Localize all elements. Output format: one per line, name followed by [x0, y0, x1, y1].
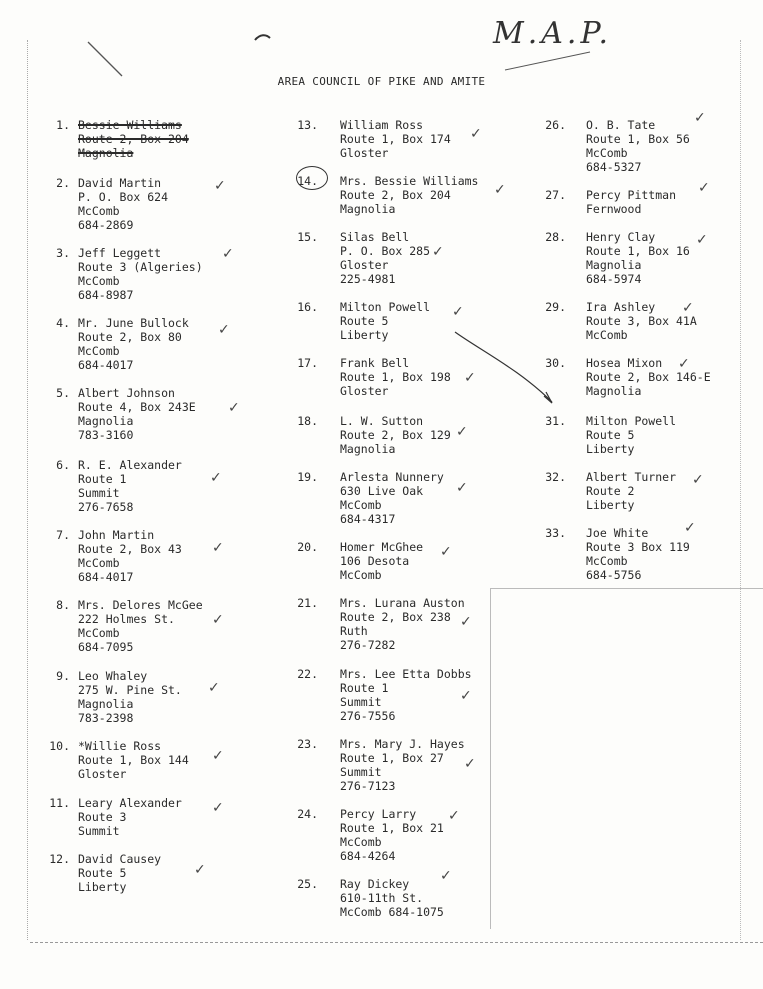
entry-line: Jeff Leggett	[78, 246, 162, 260]
entry-line: 276-7658	[78, 500, 134, 514]
check-mark-icon: ✓	[212, 800, 224, 816]
entry-line: David Martin	[78, 176, 162, 190]
entry-line: P. O. Box 285	[340, 244, 431, 258]
entry-line: Route 3 (Algeries)	[78, 260, 203, 274]
entry-line: Mrs. Delores McGee	[78, 598, 203, 612]
entry-number: 5.	[56, 386, 70, 400]
entry-line: Route 2, Box 43	[78, 542, 182, 556]
entry-number: 8.	[56, 598, 70, 612]
check-mark-icon: ✓	[432, 244, 444, 260]
check-mark-icon: ✓	[460, 614, 472, 630]
entry-number: 27.	[545, 188, 566, 202]
entry-line: Liberty	[340, 328, 389, 342]
entry-line: 684-5974	[586, 272, 642, 286]
entry-line: Magnolia	[586, 384, 642, 398]
entry-line: McComb	[340, 498, 382, 512]
entry-line: Route 2, Box 146-E	[586, 370, 711, 384]
entry-line: Magnolia	[340, 442, 396, 456]
entry-number: 16.	[297, 300, 318, 314]
entry-line: Liberty	[586, 498, 635, 512]
entry-line: 684-2869	[78, 218, 134, 232]
check-mark-icon: ✓	[456, 480, 468, 496]
entry-line: McComb	[78, 556, 120, 570]
entry-number: 25.	[297, 877, 318, 891]
entry-line: Albert Johnson	[78, 386, 175, 400]
entry-line: L. W. Sutton	[340, 414, 424, 428]
entry-line: Route 1, Box 144	[78, 753, 189, 767]
entry-line: Magnolia	[78, 146, 134, 160]
entry-number: 24.	[297, 807, 318, 821]
entry-line: Ray Dickey	[340, 877, 410, 891]
entry-line: 276-7282	[340, 638, 396, 652]
entry-line: Percy Larry	[340, 807, 417, 821]
entry-number: 21.	[297, 596, 318, 610]
entry-line: Route 3	[78, 810, 127, 824]
entry-line: 783-2398	[78, 711, 134, 725]
entry-line: Gloster	[340, 384, 389, 398]
entry-number: 33.	[545, 526, 566, 540]
handwritten-mark: M.A.P.	[493, 16, 613, 51]
check-mark-icon: ✓	[692, 472, 704, 488]
entry-line: Leo Whaley	[78, 669, 148, 683]
entry-number: 11.	[49, 796, 70, 810]
entry-line: 684-8987	[78, 288, 134, 302]
entry-line: Route 5	[78, 866, 127, 880]
entry-number: 13.	[297, 118, 318, 132]
entry-line: 275 W. Pine St.	[78, 683, 182, 697]
entry-line: Mr. June Bullock	[78, 316, 189, 330]
entry-number: 10.	[49, 739, 70, 753]
check-mark-icon: ✓	[448, 808, 460, 824]
entry-line: Milton Powell	[586, 414, 677, 428]
check-mark-icon: ✓	[684, 520, 696, 536]
entry-line: Route 3 Box 119	[586, 540, 690, 554]
entry-line: Mrs. Lurana Auston	[340, 596, 465, 610]
entry-number: 30.	[545, 356, 566, 370]
check-mark-icon: ✓	[464, 370, 476, 386]
entry-line: Route 2	[586, 484, 635, 498]
entry-line: Homer McGhee	[340, 540, 424, 554]
entry-line: McComb	[586, 328, 628, 342]
entry-line: Hosea Mixon	[586, 356, 663, 370]
entry-line: 684-4017	[78, 358, 134, 372]
entry-line: Route 1, Box 174	[340, 132, 451, 146]
entry-line: 225-4981	[340, 272, 396, 286]
entry-line: McComb	[78, 204, 120, 218]
entry-number: 1.	[56, 118, 70, 132]
check-mark-icon: ✓	[194, 862, 206, 878]
entry-number: 7.	[56, 528, 70, 542]
check-mark-icon: ✓	[678, 356, 690, 372]
entry-line: McComb	[340, 568, 382, 582]
entry-number: 28.	[545, 230, 566, 244]
entry-line: Route 1, Box 56	[586, 132, 690, 146]
entry-line: Albert Turner	[586, 470, 677, 484]
entry-line: Magnolia	[340, 202, 396, 216]
entry-line: 684-7095	[78, 640, 134, 654]
entry-line: Frank Bell	[340, 356, 410, 370]
entry-line: William Ross	[340, 118, 424, 132]
entry-line: Route 5	[340, 314, 389, 328]
entry-line: Liberty	[586, 442, 635, 456]
check-mark-icon: ✓	[440, 868, 452, 884]
entry-line: Summit	[340, 695, 382, 709]
entry-number: 26.	[545, 118, 566, 132]
entry-number: 29.	[545, 300, 566, 314]
check-mark-icon: ✓	[208, 680, 220, 696]
entry-line: 630 Live Oak	[340, 484, 424, 498]
entry-line: Milton Powell	[340, 300, 431, 314]
entry-line: Silas Bell	[340, 230, 410, 244]
entry-line: Route 1, Box 16	[586, 244, 690, 258]
entry-line: Route 1, Box 21	[340, 821, 444, 835]
check-mark-icon: ✓	[212, 612, 224, 628]
entry-line: Magnolia	[586, 258, 642, 272]
check-mark-icon: ✓	[440, 544, 452, 560]
entry-number: 20.	[297, 540, 318, 554]
entry-line: Route 1, Box 27	[340, 751, 444, 765]
entry-line: 222 Holmes St.	[78, 612, 175, 626]
entry-line: 684-5756	[586, 568, 642, 582]
entry-line: 783-3160	[78, 428, 134, 442]
entry-line: 276-7556	[340, 709, 396, 723]
entry-line: Route 2, Box 204	[340, 188, 451, 202]
check-mark-icon: ✓	[464, 756, 476, 772]
check-mark-icon: ✓	[212, 748, 224, 764]
entry-line: Leary Alexander	[78, 796, 182, 810]
entry-line: Mrs. Lee Etta Dobbs	[340, 667, 472, 681]
check-mark-icon: ✓	[694, 110, 706, 126]
entry-line: 684-4017	[78, 570, 134, 584]
entry-line: Route 1	[78, 472, 127, 486]
check-mark-icon: ✓	[696, 232, 708, 248]
entry-line: 684-5327	[586, 160, 642, 174]
entry-line: Bessie Williams	[78, 118, 182, 132]
check-mark-icon: ✓	[470, 126, 482, 142]
entry-line: Percy Pittman	[586, 188, 677, 202]
entry-number: 2.	[56, 176, 70, 190]
entry-line: Summit	[78, 486, 120, 500]
entry-line: McComb 684-1075	[340, 905, 444, 919]
check-mark-icon: ✓	[214, 178, 226, 194]
entry-number: 14.	[297, 174, 318, 188]
entry-number: 32.	[545, 470, 566, 484]
entry-line: R. E. Alexander	[78, 458, 182, 472]
entry-number: 9.	[56, 669, 70, 683]
entry-line: Magnolia	[78, 697, 134, 711]
entry-line: Route 5	[586, 428, 635, 442]
check-mark-icon: ✓	[228, 400, 240, 416]
entry-line: Joe White	[586, 526, 649, 540]
entry-line: Gloster	[78, 767, 127, 781]
entry-line: 684-4264	[340, 849, 396, 863]
check-mark-icon: ✓	[494, 182, 506, 198]
entry-line: Route 1	[340, 681, 389, 695]
entry-number: 3.	[56, 246, 70, 260]
entry-line: Route 4, Box 243E	[78, 400, 196, 414]
check-mark-icon: ✓	[222, 246, 234, 262]
entry-line: 106 Desota	[340, 554, 410, 568]
check-mark-icon: ✓	[218, 322, 230, 338]
check-mark-icon: ✓	[212, 540, 224, 556]
check-mark-icon: ✓	[682, 300, 694, 316]
entry-line: Route 2, Box 80	[78, 330, 182, 344]
entry-line: McComb	[586, 146, 628, 160]
entry-number: 23.	[297, 737, 318, 751]
entry-line: John Martin	[78, 528, 155, 542]
check-mark-icon: ✓	[698, 180, 710, 196]
entry-line: McComb	[340, 835, 382, 849]
entry-line: Route 3, Box 41A	[586, 314, 697, 328]
check-mark-icon: ✓	[210, 470, 222, 486]
entry-line: McComb	[586, 554, 628, 568]
entry-number: 6.	[56, 458, 70, 472]
entry-line: Liberty	[78, 880, 127, 894]
entry-number: 18.	[297, 414, 318, 428]
entry-number: 22.	[297, 667, 318, 681]
entry-number: 19.	[297, 470, 318, 484]
entry-line: Arlesta Nunnery	[340, 470, 444, 484]
entry-line: Gloster	[340, 258, 389, 272]
entry-line: Henry Clay	[586, 230, 656, 244]
entry-number: 4.	[56, 316, 70, 330]
entry-line: 276-7123	[340, 779, 396, 793]
entry-line: P. O. Box 624	[78, 190, 169, 204]
entry-line: McComb	[78, 626, 120, 640]
entry-line: McComb	[78, 274, 120, 288]
entry-line: Mrs. Bessie Williams	[340, 174, 479, 188]
entry-line: Gloster	[340, 146, 389, 160]
document-title: AREA COUNCIL OF PIKE AND AMITE	[277, 75, 486, 88]
check-mark-icon: ✓	[456, 424, 468, 440]
entry-line: O. B. Tate	[586, 118, 656, 132]
entry-line: *Willie Ross	[78, 739, 162, 753]
entry-line: Route 2, Box 238	[340, 610, 451, 624]
entry-line: Route 2, Box 204	[78, 132, 189, 146]
entry-line: McComb	[78, 344, 120, 358]
entry-line: David Causey	[78, 852, 162, 866]
entry-line: 684-4317	[340, 512, 396, 526]
entry-number: 31.	[545, 414, 566, 428]
entry-line: Ira Ashley	[586, 300, 656, 314]
check-mark-icon: ✓	[460, 688, 472, 704]
entry-line: Fernwood	[586, 202, 642, 216]
entry-line: Summit	[340, 765, 382, 779]
entry-line: Ruth	[340, 624, 368, 638]
check-mark-icon: ✓	[452, 304, 464, 320]
entry-line: 610-11th St.	[340, 891, 424, 905]
entry-number: 15.	[297, 230, 318, 244]
entry-line: Magnolia	[78, 414, 134, 428]
entry-line: Route 1, Box 198	[340, 370, 451, 384]
entry-line: Mrs. Mary J. Hayes	[340, 737, 465, 751]
entry-number: 17.	[297, 356, 318, 370]
entry-number: 12.	[49, 852, 70, 866]
entry-line: Route 2, Box 129	[340, 428, 451, 442]
entry-line: Summit	[78, 824, 120, 838]
